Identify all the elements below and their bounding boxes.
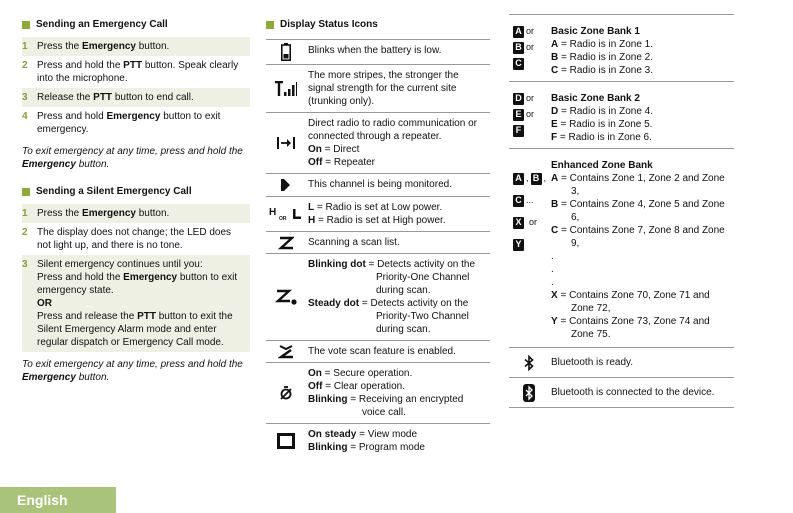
zone-a-icon: A [513,26,524,38]
view-program-mode-icon [277,433,295,449]
table-row: D or E or F Basic Zone Bank 2 D = Radio is in Zone 4. E = Radio is in Zone 5. F = Radio is in Zone 6. [509,82,734,149]
table-row: Scanning a scan list. [266,232,490,254]
step-3: 3 Release the PTT button to end call. [22,88,250,107]
section-marker-icon [22,21,30,29]
table-row: A , B , C ... X or Y Enhanced Zone Bank A = Contains Zone 1, Zone 2 and Zone 3, B = Contains Zone 4, Zone 5 and Zone 6, C = Contains Zone 7, Zone 8 and Zone 9, . . . X = Contains Zone 70, Zone 71 and Zone 72, Y = Contains Zone 73, Zone 74 and Zone 75. [509,149,734,348]
secure-operation-icon [278,385,294,401]
zone-c-icon: C [513,58,524,70]
priority-scan-icon [275,289,297,305]
section-heading-silent-emergency: Sending a Silent Emergency Call [22,185,250,198]
step-1: 1 Press the Emergency button. [22,37,250,56]
status-icons-column [266,14,490,458]
table-row: The vote scan feature is enabled. [266,341,490,363]
emergency-column [22,14,250,398]
language-tab: English [0,487,116,513]
table-row: Bluetooth is ready. [509,348,734,378]
bluetooth-connected-icon [523,384,535,402]
table-row: Blinks when the battery is low. [266,40,490,65]
table-row: On steady = View mode Blinking = Program mode [266,424,490,458]
signal-strength-icon [275,81,297,97]
bluetooth-ready-icon [523,355,535,371]
silent-step-2: 2 The display does not change; the LED does not light up, and there is no tone. [22,227,232,251]
zone-b-icon: B [531,173,542,185]
svg-text:OR: OR [279,216,287,222]
zone-x-icon: X [513,217,524,229]
monitor-icon [280,177,292,193]
table-row: Blinking dot = Detects activity on the Priority-One Channel during scan. Steady dot = Detects activity on the Priority-Two Channel during scan. [266,254,490,341]
direct-mode-icon [276,136,296,150]
vote-scan-icon [278,345,294,359]
scan-icon [278,236,294,250]
status-icons-table [266,39,490,458]
section-marker-icon [22,188,30,196]
battery-icon [281,43,291,61]
zone-f-icon: F [513,125,524,137]
note-exit-silent-emergency: To exit emergency at any time, press and hold the Emergency button. [22,359,243,383]
zone-d-icon: D [513,93,524,105]
zone-y-icon: Y [513,239,524,251]
zone-c-icon: C [513,195,524,207]
note-exit-emergency: To exit emergency at any time, press and hold the Emergency button. [22,146,243,170]
table-row: H OR L = Radio is set at Low power. H = Radio is set at High power. [266,197,490,232]
section-marker-icon [266,21,274,29]
zone-a-icon: A [513,173,524,185]
silent-step-3: 3 Silent emergency continues until you: Press and hold the Emergency button to exit emergency state. OR Press and release the PTT button to exit the Silent Emergency Alarm mode and enter regular dispatch or Emergency Call mode. [22,255,250,352]
power-level-icon [269,205,303,223]
table-row: The more stripes, the stronger the signal strength for the current site (trunking only). [266,65,490,113]
zone-e-icon: E [513,109,524,121]
zone-b-icon: B [513,42,524,54]
zone-bank-column [509,14,734,408]
table-row: Bluetooth is connected to the device. [509,378,734,408]
table-row: Direct radio to radio communication or connected through a repeater. On = Direct Off = Repeater [266,113,490,174]
step-4: 4 Press and hold Emergency button to exit emergency. [22,111,221,135]
zone-bank-table [509,14,734,408]
table-row: This channel is being monitored. [266,174,490,197]
section-heading-status-icons: Display Status Icons [266,18,490,31]
table-row: A or B or C Basic Zone Bank 1 A = Radio is in Zone 1. B = Radio is in Zone 2. C = Radio is in Zone 3. [509,15,734,82]
svg-text:H: H [269,207,277,218]
table-row: On = Secure operation. Off = Clear operation. Blinking = Receiving an encrypted voice call. [266,363,490,424]
step-2: 2 Press and hold the PTT button. Speak clearly into the microphone. [22,60,239,84]
silent-step-1: 1 Press the Emergency button. [22,204,250,223]
section-heading-emergency: Sending an Emergency Call [22,18,250,31]
